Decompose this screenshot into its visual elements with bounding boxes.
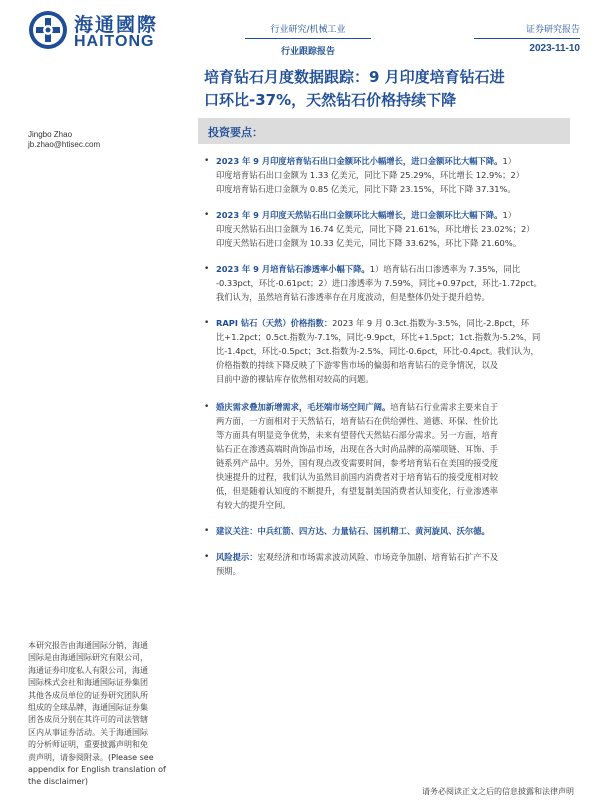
report-date: 2023-11-10 bbox=[529, 43, 580, 54]
key-point-item bbox=[204, 208, 580, 250]
key-point-line: 钻石正在渗透高端时尚饰品市场，出现在各大时尚品牌的高端项链、耳饰、手 bbox=[216, 444, 499, 454]
disclaimer-line: 国际是由海通国际研究有限公司， bbox=[28, 653, 148, 663]
key-point-heading: 2023 年 9 月印度天然钻石出口金额环比大幅增长，进口金额环比大幅下降。 bbox=[216, 210, 503, 220]
disclaimer-line: 的分析师证明，重要披露声明和免 bbox=[28, 740, 148, 750]
key-point-line: 印度培育钻石出口金额为 1.33 亿美元，同比下降 25.29%，环比增长 12.9%；2） bbox=[216, 170, 525, 180]
author-email[interactable]: jb.zhao@htisec.com bbox=[28, 140, 101, 149]
key-point-item bbox=[204, 400, 580, 512]
key-point-text: 1） bbox=[502, 156, 517, 166]
author-name: Jingbo Zhao bbox=[28, 130, 73, 139]
report-title-line: 培育钻石月度数据跟踪：9 月印度培育钻石进 bbox=[204, 68, 505, 86]
bullet-icon: • bbox=[204, 402, 210, 412]
disclaimer-line: 组成的全球品牌，海通国际证券集 bbox=[28, 703, 148, 713]
key-point-line: 比+1.2pct；0.5ct.指数为-7.1%，同比-9.9pct，环比+1.5pct；1ct.指数为-5.2%，同 bbox=[216, 332, 541, 342]
disclaimer-line: 海通证券印度私人有限公司，海通 bbox=[28, 665, 148, 675]
key-point-heading: 2023 年 9 月印度培育钻石出口金额环比小幅增长，进口金额环比大幅下降。 bbox=[216, 156, 503, 166]
key-points-banner bbox=[198, 118, 570, 144]
report-category: 行业研究/机械工业 bbox=[270, 25, 346, 35]
key-point-text: 宏观经济和市场需求波动风险、市场竞争加剧、培育钻石扩产不及 bbox=[257, 552, 499, 562]
key-point-text: 1） bbox=[502, 210, 517, 220]
key-point-line: 等方面具有明显竞争优势，未来有望替代天然钻石部分需求。另一方面，培育 bbox=[216, 430, 499, 440]
bullet-icon: • bbox=[204, 210, 210, 220]
key-point-line: 比-1.4pct，环比-0.5pct；3ct.指数为-2.5%，同比-0.6pct，环比-0.4pct。我们认为， bbox=[216, 346, 539, 356]
key-point-item bbox=[204, 316, 580, 386]
key-point-line: 有较大的提升空间。 bbox=[216, 500, 291, 510]
bullet-icon: • bbox=[204, 552, 210, 562]
key-point-line: 低，但是随着认知度的不断提升，有望复制美国消费者认知变化，行业渗透率 bbox=[216, 486, 499, 496]
bullet-icon: • bbox=[204, 264, 210, 274]
bullet-icon: • bbox=[204, 526, 210, 536]
key-point-item bbox=[204, 262, 580, 304]
key-point-line: 我们认为，虽然培育钻石渗透率存在月度波动，但是整体仍处于提升趋势。 bbox=[216, 292, 490, 302]
key-point-text: 培育钻石行业需求主要来自于 bbox=[390, 402, 499, 412]
key-point-line: 链系列产品中。另外，国有现点改变需要时间，参考培育钻石在美国的接受度 bbox=[216, 458, 499, 468]
key-point-line: 印度天然钻石出口金额为 16.74 亿美元，同比下降 21.61%，环比增长 23.02%；2） bbox=[216, 224, 535, 234]
report-type: 行业跟踪报告 bbox=[280, 47, 335, 57]
key-point-text: 1）培育钻石出口渗透率为 7.35%，同比 bbox=[369, 264, 521, 274]
key-point-text: 中兵红箭、四方达、力量钻石、国机精工、黄河旋风、沃尔德。 bbox=[257, 526, 490, 536]
disclaimer bbox=[28, 640, 180, 789]
disclaimer-line: 国际株式会社和海通国际证券集团 bbox=[28, 678, 148, 688]
disclaimer-line: 团各成员分别在其许可的司法管辖 bbox=[28, 715, 148, 725]
header-divider-right bbox=[474, 38, 580, 39]
key-point-item bbox=[204, 524, 580, 538]
key-point-heading: RAPI 钻石（天然）价格指数： bbox=[216, 318, 333, 328]
key-point-heading: 风险提示： bbox=[216, 552, 258, 562]
key-point-line: 快速提升的过程，我们认为虽然目前国内消费者对于培育钻石的接受度相对较 bbox=[216, 472, 499, 482]
key-point-line: 印度天然钻石进口金额为 10.33 亿美元，同比下降 33.62%，环比下降 21.60%。 bbox=[216, 238, 521, 248]
key-points-label: 投资要点： bbox=[208, 126, 263, 139]
key-point-line: 印度培育钻石进口金额为 0.85 亿美元，同比下降 23.15%，环比下降 37.31%。 bbox=[216, 184, 516, 194]
report-title bbox=[204, 66, 584, 112]
report-title-line: 口环比-37%，天然钻石价格持续下降 bbox=[204, 91, 457, 109]
disclaimer-line: 区内从事证券活动。关于海通国际 bbox=[28, 727, 148, 737]
key-point-line: -0.33pct，环比-0.61pct；2）进口渗透率为 7.59%，同比+0.97pct，环比-1.72pct。 bbox=[216, 278, 542, 288]
key-point-heading: 2023 年 9 月培育钻石渗透率小幅下降。 bbox=[216, 264, 370, 274]
bullet-icon: • bbox=[204, 156, 210, 166]
key-points-list bbox=[204, 150, 580, 578]
haitong-logo-icon bbox=[28, 10, 68, 50]
header-divider bbox=[245, 38, 371, 39]
key-point-item bbox=[204, 550, 580, 578]
key-point-line: 目前中游的裸钻库存依然相对较高的问题。 bbox=[216, 374, 374, 384]
footer-notice: 请务必阅读正文之后的信息披露和法律声明 bbox=[422, 787, 574, 796]
disclaimer-line: 责声明，请参阅附录。(Please see bbox=[28, 752, 154, 762]
key-point-line: 两方面，一方面相对于天然钻石，培育钻石在供给弹性、道德、环保、性价比 bbox=[216, 416, 499, 426]
bullet-icon: • bbox=[204, 318, 210, 328]
key-point-line: 预期。 bbox=[216, 566, 241, 576]
report-label: 证券研究报告 bbox=[525, 25, 580, 35]
disclaimer-line: the disclaimer) bbox=[28, 777, 89, 787]
key-point-text: 2023 年 9 月 0.3ct.指数为-3.5%，同比-2.8pct，环 bbox=[332, 318, 530, 328]
brand-name-en: HAITONG bbox=[74, 33, 155, 50]
key-point-heading: 建议关注： bbox=[216, 526, 258, 536]
key-point-heading: 婚庆需求叠加新增需求，毛坯端市场空间广阔。 bbox=[216, 402, 391, 412]
key-point-line: 价格指数的持续下降反映了下游零售市场的偏弱和培育钻石的竞争情况，以及 bbox=[216, 360, 499, 370]
brand-name-cn: 海通國際 bbox=[74, 14, 159, 36]
key-point-item bbox=[204, 154, 580, 196]
disclaimer-line: appendix for English translation of bbox=[28, 765, 166, 775]
disclaimer-line: 其他各成员单位的证券研究团队所 bbox=[28, 690, 148, 700]
disclaimer-line: 本研究报告由海通国际分销，海通 bbox=[28, 641, 148, 650]
